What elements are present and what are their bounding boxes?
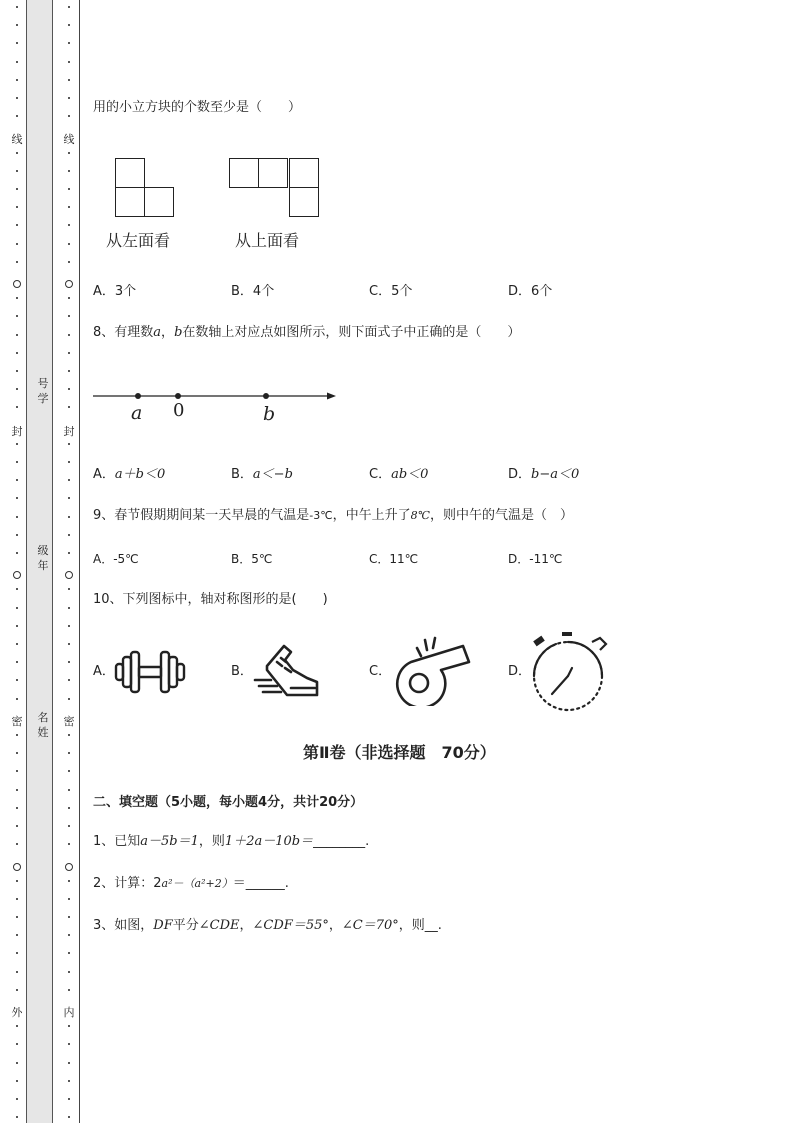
- margin-dot: [68, 443, 70, 445]
- margin-dot: [16, 461, 18, 463]
- margin-dot: [16, 24, 18, 26]
- inner-mark-line: 线: [63, 133, 75, 146]
- outer-mark-line: 线: [11, 133, 23, 146]
- field-name: 名姓: [37, 711, 49, 739]
- q9-temp-morning: -3℃: [309, 509, 333, 522]
- margin-dot: [16, 443, 18, 445]
- inner-mark-inside: 内: [63, 1006, 75, 1019]
- fill-3-text-2: ，: [239, 918, 253, 933]
- top-view-caption: 从上面看: [235, 231, 300, 250]
- margin-dot: [16, 752, 18, 754]
- fill-3-text-4: ，则__.: [398, 918, 442, 933]
- outer-mark-circle: [13, 571, 21, 579]
- q9-temp-rise: 8℃: [410, 509, 430, 522]
- top-view-cell: [289, 187, 319, 217]
- margin-dot: [68, 461, 70, 463]
- margin-dot: [68, 61, 70, 63]
- margin-dot: [16, 334, 18, 336]
- margin-dot: [68, 188, 70, 190]
- stopwatch-left-button: [533, 636, 545, 647]
- stopwatch-icon: [526, 628, 612, 714]
- margin-dot: [68, 79, 70, 81]
- q10-option-c-label: C．: [369, 664, 392, 679]
- stopwatch-crown: [562, 632, 572, 636]
- margin-dot: [68, 261, 70, 263]
- outer-mark-secret: 密: [11, 715, 23, 728]
- margin-rule: [79, 0, 80, 1123]
- margin-dot: [68, 770, 70, 772]
- margin-dot: [68, 661, 70, 663]
- outer-mark-circle: [13, 863, 21, 871]
- margin-dot: [16, 243, 18, 245]
- top-view-cell: [289, 158, 319, 188]
- margin-dot: [68, 42, 70, 44]
- margin-dot: [16, 188, 18, 190]
- margin-dot: [16, 115, 18, 117]
- q9-option-d: D．-11℃: [508, 552, 563, 566]
- outer-mark-outside: 外: [11, 1006, 23, 1019]
- margin-dot: [68, 1062, 70, 1064]
- q8-option-d: [508, 467, 579, 483]
- margin-dot: [68, 843, 70, 845]
- margin-dot: [68, 552, 70, 554]
- margin-dot: [68, 334, 70, 336]
- q8-var-a: a: [153, 325, 162, 340]
- margin-dot: [16, 607, 18, 609]
- fill-3: [93, 918, 442, 934]
- fill-3-prefix: 3、如图，: [93, 918, 154, 933]
- margin-dot: [68, 789, 70, 791]
- margin-dot: [68, 588, 70, 590]
- margin-dot: [16, 516, 18, 518]
- margin-dot: [16, 315, 18, 317]
- margin-dot: [16, 479, 18, 481]
- margin-dot: [16, 6, 18, 8]
- left-view-cell: [144, 187, 174, 217]
- margin-dot: [68, 370, 70, 372]
- q7-option-c: C．5个: [369, 284, 413, 299]
- margin-dot: [68, 406, 70, 408]
- margin-dot: [68, 243, 70, 245]
- margin-dot: [68, 497, 70, 499]
- axis-label-zero: 0: [173, 400, 185, 421]
- q8-option-d-math: b−a＜0: [531, 467, 580, 482]
- margin-dot: [68, 115, 70, 117]
- q7-stem: 用的小立方块的个数至少是（ ）: [93, 100, 302, 115]
- margin-dot: [68, 934, 70, 936]
- axis-label-b: b: [263, 403, 276, 425]
- field-grade: 级年: [37, 544, 49, 572]
- inner-mark-circle: [65, 863, 73, 871]
- fill-3-segment: DF: [153, 918, 173, 933]
- q8-var-b: b: [174, 325, 183, 340]
- running-shoe-icon: [251, 640, 323, 702]
- fill-1: [93, 834, 369, 850]
- margin-dot: [68, 807, 70, 809]
- dumbbell-icon: [113, 648, 193, 696]
- number-line-figure: [90, 380, 340, 430]
- left-view-cell: [115, 187, 145, 217]
- q8-option-d-prefix: D．: [508, 467, 532, 482]
- margin-dot: [68, 170, 70, 172]
- margin-dot: [16, 789, 18, 791]
- margin-dot: [16, 42, 18, 44]
- margin-dot: [68, 352, 70, 354]
- q9-stem-2: ，中午上升了: [332, 508, 411, 523]
- margin-dot: [16, 698, 18, 700]
- margin-dot: [16, 97, 18, 99]
- margin-dot: [68, 152, 70, 154]
- margin-dot: [68, 534, 70, 536]
- q7-option-d: D．6个: [508, 284, 553, 299]
- margin-dot: [16, 934, 18, 936]
- q8-option-c-math: ab＜0: [391, 467, 429, 482]
- margin-dot: [16, 1116, 18, 1118]
- fill-3-angle-cdf: ∠CDF＝55°: [252, 918, 329, 933]
- margin-dot: [68, 752, 70, 754]
- top-view-cell: [258, 158, 288, 188]
- q10-option-d-label: D．: [508, 664, 532, 679]
- margin-dot: [16, 679, 18, 681]
- q8-option-a: [93, 467, 165, 483]
- fill-3-angle-cde: ∠CDE: [198, 918, 240, 933]
- margin-dot: [68, 1080, 70, 1082]
- margin-dot: [16, 370, 18, 372]
- margin-dot: [68, 1025, 70, 1027]
- margin-dot: [16, 1062, 18, 1064]
- margin-dot: [68, 625, 70, 627]
- margin-dot: [16, 1025, 18, 1027]
- margin-dot: [16, 552, 18, 554]
- margin-dot: [68, 880, 70, 882]
- fill-2-blank: ＝______.: [232, 876, 289, 891]
- margin-dot: [68, 679, 70, 681]
- q8-option-a-math: a＋b＜0: [114, 467, 166, 482]
- fill-1-expression: 1＋2a－10b＝: [224, 834, 314, 849]
- margin-dot: [16, 643, 18, 645]
- fill-3-text-1: 平分: [172, 918, 199, 933]
- margin-dot: [16, 224, 18, 226]
- point-b: [263, 393, 269, 399]
- q9-stem: [93, 508, 573, 524]
- outer-mark-seal: 封: [11, 425, 23, 438]
- q8-option-c: [369, 467, 428, 483]
- q9-stem-3: ，则中午的气温是（ ）: [429, 508, 573, 523]
- q8-option-b-prefix: B．: [231, 467, 253, 482]
- margin-dot: [68, 1043, 70, 1045]
- part-two-title: 第Ⅱ卷（非选择题 70分）: [303, 743, 496, 762]
- margin-dot: [16, 1098, 18, 1100]
- q8-option-a-prefix: A．: [93, 467, 115, 482]
- whistle-icon: [389, 632, 473, 706]
- top-view-cell: [229, 158, 259, 188]
- margin-dot: [16, 916, 18, 918]
- margin-dot: [68, 952, 70, 954]
- stopwatch-right-button: [592, 638, 606, 650]
- margin-dot: [68, 643, 70, 645]
- margin-dot: [68, 479, 70, 481]
- inner-mark-secret: 密: [63, 715, 75, 728]
- margin-dot: [68, 206, 70, 208]
- margin-dot: [16, 734, 18, 736]
- fill-1-given: a－5b＝1: [140, 834, 199, 849]
- margin-dot: [16, 152, 18, 154]
- margin-dot: [16, 825, 18, 827]
- left-view-caption: 从左面看: [106, 231, 171, 250]
- q9-option-c: C．11℃: [369, 552, 419, 566]
- margin-dot: [16, 625, 18, 627]
- q8-num: 8、有理数: [93, 325, 154, 340]
- margin-dot: [68, 516, 70, 518]
- q9-stem-1: 9、春节假期期间某一天早晨的气温是: [93, 508, 310, 523]
- fill-2-expression: a²－（a²+2）: [161, 877, 233, 890]
- margin-dot: [68, 898, 70, 900]
- margin-dot: [16, 206, 18, 208]
- margin-dot: [68, 24, 70, 26]
- point-zero: [175, 393, 181, 399]
- margin-dot: [68, 607, 70, 609]
- field-student-number: 号学: [37, 377, 49, 405]
- margin-dot: [16, 79, 18, 81]
- left-view-cell: [115, 158, 145, 188]
- margin-dot: [68, 388, 70, 390]
- margin-dot: [16, 770, 18, 772]
- q10-stem: 10、下列图标中，轴对称图形的是( ): [93, 592, 328, 607]
- margin-dot: [16, 497, 18, 499]
- q8-option-b-math: a＜−b: [252, 467, 293, 482]
- margin-dot: [68, 297, 70, 299]
- fill-2: [93, 876, 289, 892]
- q10-option-b-label: B．: [231, 664, 253, 679]
- margin-dot: [16, 352, 18, 354]
- inner-mark-circle: [65, 280, 73, 288]
- q7-option-a: A．3个: [93, 284, 137, 299]
- margin-dot: [16, 989, 18, 991]
- fill-3-angle-c: ∠C＝70°: [341, 918, 399, 933]
- margin-dot: [68, 1116, 70, 1118]
- margin-dot: [16, 534, 18, 536]
- number-line-arrow: [327, 393, 336, 400]
- margin-dot: [16, 1043, 18, 1045]
- margin-dot: [16, 843, 18, 845]
- margin-dot: [16, 588, 18, 590]
- margin-dot: [68, 698, 70, 700]
- margin-dot: [68, 916, 70, 918]
- margin-dot: [16, 971, 18, 973]
- q10-option-a-label: A．: [93, 664, 115, 679]
- margin-dot: [16, 952, 18, 954]
- fill-3-text-3: ，: [328, 918, 342, 933]
- margin-dot: [16, 898, 18, 900]
- axis-label-a: a: [131, 402, 143, 424]
- margin-dot: [16, 1080, 18, 1082]
- margin-dot: [68, 224, 70, 226]
- q8-stem: [93, 325, 520, 341]
- margin-dot: [68, 989, 70, 991]
- q8-option-c-prefix: C．: [369, 467, 392, 482]
- q9-option-a: A．-5℃: [93, 552, 139, 566]
- margin-dot: [16, 880, 18, 882]
- margin-dot: [68, 971, 70, 973]
- margin-dot: [16, 807, 18, 809]
- fill-1-prefix: 1、已知: [93, 834, 141, 849]
- margin-dot: [68, 1098, 70, 1100]
- margin-dot: [68, 825, 70, 827]
- inner-mark-seal: 封: [63, 425, 75, 438]
- q9-option-b: B．5℃: [231, 552, 273, 566]
- margin-dot: [68, 6, 70, 8]
- margin-dot: [68, 97, 70, 99]
- margin-dot: [16, 406, 18, 408]
- margin-dot: [16, 661, 18, 663]
- margin-dot: [16, 297, 18, 299]
- point-a: [135, 393, 141, 399]
- q8-rest: 在数轴上对应点如图所示，则下面式子中正确的是（ ）: [182, 325, 521, 340]
- section-two-title: 二、填空题（5小题，每小题4分，共计20分）: [93, 795, 364, 810]
- margin-dot: [16, 388, 18, 390]
- margin-dot: [68, 734, 70, 736]
- fill-2-prefix: 2、计算：2: [93, 876, 162, 891]
- inner-mark-circle: [65, 571, 73, 579]
- fill-1-blank: ________.: [313, 834, 370, 849]
- q8-sep: ，: [161, 325, 175, 340]
- fill-1-mid: ，则: [198, 834, 225, 849]
- outer-mark-circle: [13, 280, 21, 288]
- margin-dot: [16, 170, 18, 172]
- q7-option-b: B．4个: [231, 284, 275, 299]
- margin-dot: [16, 61, 18, 63]
- q8-option-b: [231, 467, 293, 483]
- margin-dot: [16, 261, 18, 263]
- margin-dot: [68, 315, 70, 317]
